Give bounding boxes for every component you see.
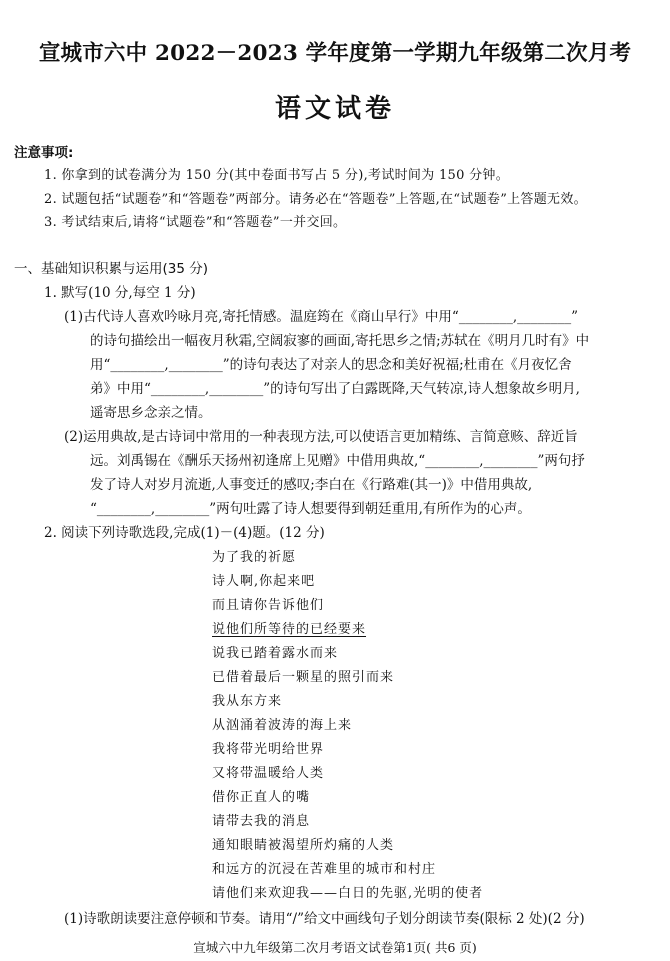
poem-line-underlined: 说他们所等待的已经要来 xyxy=(212,622,367,637)
q1-part2-line: (2)运用典故,是古诗词中常用的一种表现方法,可以使语言更加精练、言简意赅、辞近旨 xyxy=(64,429,578,445)
q2-subquestion-1: (1)诗歌朗读要注意停顿和节奏。请用“/”给文中画线句子划分朗读节奏(限标 2 处)(2 分) xyxy=(64,911,585,927)
poem-line: 通知眼睛被渴望所灼痛的人类 xyxy=(212,838,395,853)
notice-item: 1. 你拿到的试卷满分为 150 分(其中卷面书写占 5 分),考试时间为 150 分钟。 xyxy=(44,168,510,183)
q1-part1-line: 遥寄思乡念亲之情。 xyxy=(90,405,212,421)
q1-part2-line: “________,________”两句吐露了诗人想要得到朝廷重用,有所作为的心声。 xyxy=(90,501,531,517)
q1-part1-line: 的诗句描绘出一幅夜月秋霜,空阔寂寥的画面,寄托思乡之情;苏轼在《明月几时有》中 xyxy=(90,333,590,349)
question-1-title: 1. 默写(10 分,每空 1 分) xyxy=(44,285,196,301)
poem-line: 从汹涌着波涛的海上来 xyxy=(212,718,353,733)
q1-part2-line: 发了诗人对岁月流逝,人事变迁的感叹;李白在《行路难(其一)》中借用典故, xyxy=(90,477,533,493)
notice-heading: 注意事项: xyxy=(14,145,74,161)
poem-line: 又将带温暖给人类 xyxy=(212,766,325,781)
q1-part1-line: (1)古代诗人喜欢吟咏月亮,寄托情感。温庭筠在《商山早行》中用“________,________” xyxy=(64,309,579,325)
question-2-title: 2. 阅读下列诗歌选段,完成(1)－(4)题。(12 分) xyxy=(44,525,325,541)
poem-line: 和远方的沉浸在苦难里的城市和村庄 xyxy=(212,862,437,877)
poem-line: 请他们来欢迎我——白日的先驱,光明的使者 xyxy=(212,886,484,901)
poem-line: 我从东方来 xyxy=(212,694,283,709)
poem-line: 借你正直人的嘴 xyxy=(212,790,311,805)
poem-line: 说我已踏着露水而来 xyxy=(212,646,339,661)
poem-line: 诗人啊,你起来吧 xyxy=(212,574,316,589)
poem-line: 请带去我的消息 xyxy=(212,814,311,829)
poem-line: 已借着最后一颗星的照引而来 xyxy=(212,670,395,685)
poem-line: 我将带光明给世界 xyxy=(212,742,325,757)
poem-line: 为了我的祈愿 xyxy=(212,550,297,565)
page-footer: 宣城六中九年级第二次月考语文试卷第1页( 共6 页) xyxy=(193,940,477,955)
q1-part2-line: 远。刘禹锡在《酬乐天扬州初逢席上见赠》中借用典故,“________,________”两句抒 xyxy=(90,453,585,469)
exam-title: 宣城市六中 2022－2023 学年度第一学期九年级第二次月考 xyxy=(38,41,632,66)
q1-part1-line: 用“________,________”的诗句表达了对亲人的思念和美好祝福;杜甫在《月夜忆舍 xyxy=(90,357,572,373)
subject-title: 语文试卷 xyxy=(274,94,395,124)
section-heading: 一、基础知识积累与运用(35 分) xyxy=(14,261,209,277)
notice-item: 3. 考试结束后,请将“试题卷”和“答题卷”一并交回。 xyxy=(44,215,347,230)
notice-item: 2. 试题包括“试题卷”和“答题卷”两部分。请务必在“答题卷”上答题,在“试题卷”上答题无效。 xyxy=(44,192,587,207)
poem-line: 而且请你告诉他们 xyxy=(212,598,325,613)
q1-part1-line: 弟》中用“________,________”的诗句写出了白露既降,天气转凉,诗人想象故乡明月, xyxy=(90,381,580,397)
